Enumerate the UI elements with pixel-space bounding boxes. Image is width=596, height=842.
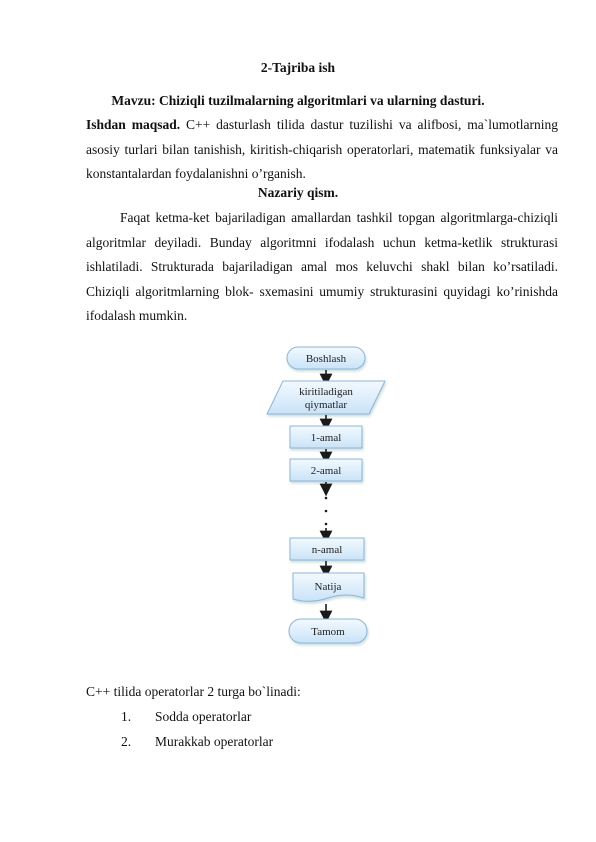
topic-separator: : (151, 93, 160, 108)
ellipsis-dot-2 (325, 510, 328, 513)
list-item (121, 734, 273, 750)
theory-heading: Nazariy qism. (257, 185, 339, 200)
input-label-line2: qiymatlar (304, 399, 348, 411)
list-text: Murakkab operatorlar (155, 734, 274, 749)
step1-label: 1-amal (310, 432, 342, 444)
ellipsis-dot-3 (325, 523, 328, 526)
step2-label: 2-amal (310, 465, 342, 477)
goal-label: Ishdan maqsad. (86, 117, 181, 132)
theory-paragraph: Faqat ketma-ket bajariladigan amallardan tashkil topgan algoritmlarga-chiziqli algoritmlar deyiladi. Bunday algoritmni ifodalash uchun ketma-ketlik strukturasi ishlatiladi. Strukturada bajariladigan amal mos keluvchi shakl bilan ko’rsatiladi. Chiziqli algoritmlarning blok- sxemasini umumiy strukturasini quyidagi ko’rinishda ifodalash mumkin. (86, 210, 558, 323)
stepn-label: n-amal (311, 544, 343, 556)
output-label: Natija (314, 581, 342, 593)
list-number: 2. (121, 734, 132, 749)
goal-text: C++ dasturlash tilida dastur tuzilishi va alifbosi, ma`lumotlarning asosiy turlari bilan tanishish, kiritish-chiqarish operatorlari, matematik funksiyalar va konstantalardan foydalanishni o’rganish. (86, 117, 559, 181)
start-label: Boshlash (305, 353, 347, 365)
page-title: 2-Tajriba ish (260, 60, 336, 75)
topic-text: Chiziqli tuzilmalarning algoritmlari va ularning dasturi. (159, 93, 485, 108)
end-label: Tamom (311, 626, 345, 638)
operators-intro: C++ tilida operatorlar 2 turga bo`linadi: (86, 684, 301, 699)
list-number: 1. (121, 709, 132, 724)
topic-label: Mavzu (111, 93, 152, 108)
input-label-line1: kiritiladigan (299, 386, 353, 398)
list-text: Sodda operatorlar (155, 709, 252, 724)
list-item (121, 709, 251, 725)
ellipsis-dot-1 (325, 497, 328, 500)
